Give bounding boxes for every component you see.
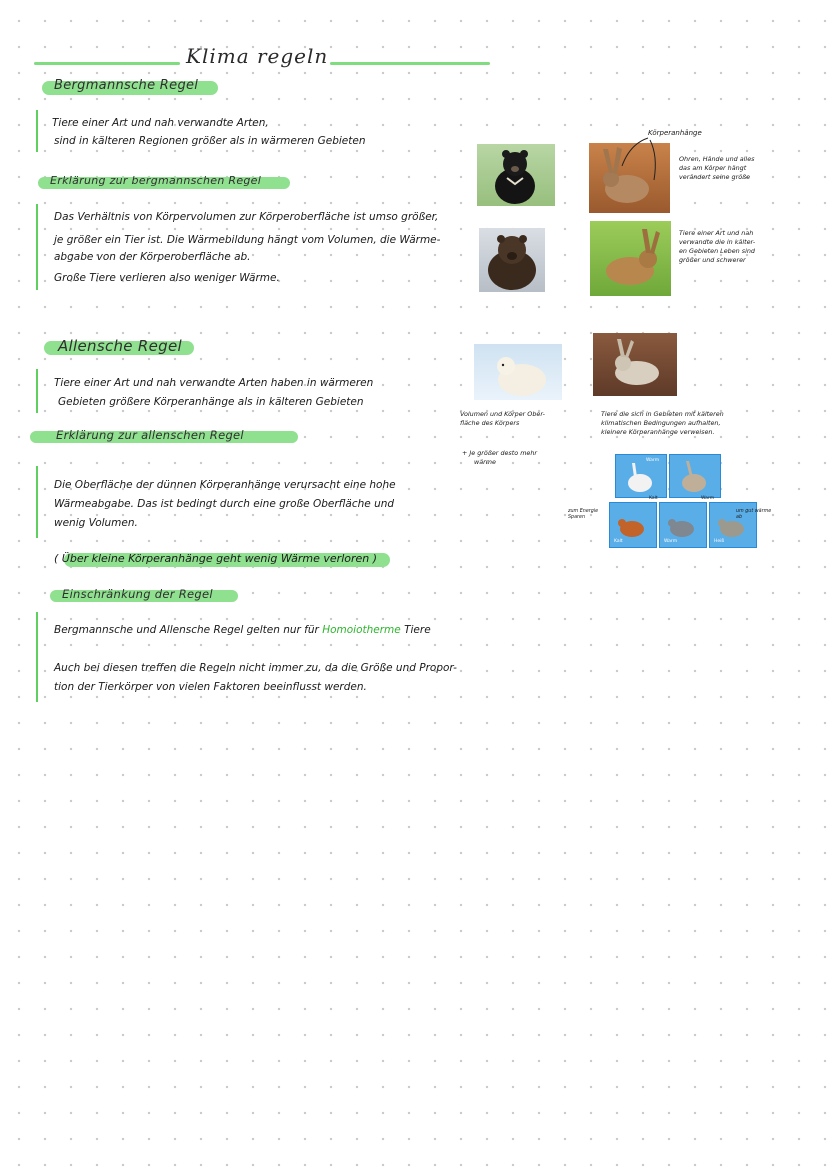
side-note-2 xyxy=(679,229,755,265)
side-note-line: um gut wärme xyxy=(736,509,772,514)
side-note-line: klimatischen Bedingungen aufhalten, xyxy=(601,419,721,427)
grid-label: Kalt xyxy=(649,496,658,501)
grid-cell xyxy=(669,454,721,498)
side-note-line: Tiere die sich in Gebieten mit kälteren xyxy=(601,410,724,418)
allen-rule-bar xyxy=(36,369,38,413)
arrow-annotation xyxy=(610,136,670,186)
side-note-line: Sparen xyxy=(568,515,585,520)
side-note-3 xyxy=(460,410,545,428)
allen-explain-bar xyxy=(36,466,38,538)
grid-label: Heiß xyxy=(714,539,725,544)
allen-explain-line: Wärmeabgabe. Das ist bedingt durch eine große Oberfläche und xyxy=(54,498,395,510)
side-note-line: ab xyxy=(736,515,742,520)
side-note-line: größer und schwerer xyxy=(679,256,746,264)
grid-cell xyxy=(615,454,667,498)
side-note-4 xyxy=(462,449,537,467)
side-note-line: + Je größer desto mehr xyxy=(462,449,538,457)
restriction-heading: Einschränkung der Regel xyxy=(62,587,213,601)
allen-rule-line: Gebieten größere Körperanhänge als in kälteren Gebieten xyxy=(58,396,364,408)
side-note-1 xyxy=(679,155,754,182)
side-note-line: kleinere Körperanhänge verweisen. xyxy=(601,428,715,436)
restriction-line1-post: Tiere xyxy=(404,624,431,636)
side-note-line: Volumen und Körper Ober- xyxy=(460,410,545,418)
allen-explain-line: Die Oberfläche der dünnen Körperanhänge verursacht eine hohe xyxy=(54,479,396,491)
koerperanhaenge-label: Körperanhänge xyxy=(648,129,702,137)
restriction-line2: tion der Tierkörper von vielen Faktoren beeinflusst werden. xyxy=(54,681,367,693)
bergmann-explain-line: Große Tiere verlieren also weniger Wärme. xyxy=(54,272,280,284)
grid-cell xyxy=(609,502,657,548)
page-title: Klima regeln xyxy=(186,44,329,68)
side-note-line: wärme xyxy=(474,458,496,466)
allen-heading: Allensche Regel xyxy=(58,337,182,355)
restriction-line2: Auch bei diesen treffen die Regeln nicht immer zu, da die Größe und Propor- xyxy=(54,662,457,674)
hare-rock-photo xyxy=(593,333,677,396)
restriction-line1 xyxy=(54,623,431,638)
bergmann-rule-bar xyxy=(36,110,38,152)
title-underline-left xyxy=(34,62,180,65)
homoiotherme-term: Homoiotherme xyxy=(322,624,401,636)
side-note-line: das am Körper hängt xyxy=(679,164,747,172)
bergmann-explain-line: Das Verhältnis von Körpervolumen zur Körperoberfläche ist umso größer, xyxy=(54,211,439,223)
restriction-bar xyxy=(36,612,38,702)
animal-comparison-grid xyxy=(609,454,761,548)
title-underline-right xyxy=(330,62,490,65)
bergmann-rule-line: sind in kälteren Regionen größer als in wärmeren Gebieten xyxy=(54,135,366,147)
grid-label: Kalt xyxy=(614,539,623,544)
brown-bear-photo xyxy=(479,228,545,292)
bergmann-explain-bar xyxy=(36,204,38,290)
allen-explain-heading: Erklärung zur allenschen Regel xyxy=(56,428,244,442)
bergmann-explain-heading: Erklärung zur bergmannschen Regel xyxy=(50,174,262,187)
side-note-line: verändert seine größe xyxy=(679,173,751,181)
allen-rule-line: Tiere einer Art und nah verwandte Arten haben in wärmeren xyxy=(54,377,374,389)
heat-note xyxy=(736,509,771,521)
bergmann-heading: Bergmannsche Regel xyxy=(54,78,199,93)
side-note-line: Ohren, Hände und alles xyxy=(679,155,755,163)
bergmann-explain-line: abgabe von der Körperoberfläche ab. xyxy=(54,251,251,263)
black-bear-photo xyxy=(477,144,555,206)
allen-explain-line: wenig Volumen. xyxy=(54,517,138,529)
grid-label: Warm xyxy=(701,496,715,501)
side-note-line: en Gebieten Leben sind xyxy=(679,247,755,255)
bergmann-explain-line: je größer ein Tier ist. Die Wärmebildung hängt vom Volumen, die Wärme- xyxy=(54,234,441,246)
allen-note: ( Über kleine Körperanhänge geht wenig Wärme verloren ) xyxy=(54,552,378,565)
side-note-line: zum Energie xyxy=(568,509,599,514)
side-note-line: Tiere einer Art und nah xyxy=(679,229,754,237)
grid-cell xyxy=(659,502,707,548)
bergmann-rule-line: Tiere einer Art und nah verwandte Arten, xyxy=(52,117,269,129)
energy-note xyxy=(568,509,598,521)
polar-bear-photo xyxy=(474,344,562,400)
side-note-5 xyxy=(601,410,724,437)
grid-label: Warm xyxy=(646,458,660,463)
grid-label: Warm xyxy=(664,539,678,544)
side-note-line: fläche des Körpers xyxy=(460,419,520,427)
hare-field-photo xyxy=(590,221,671,296)
side-note-line: verwandte die in kälter- xyxy=(679,238,756,246)
restriction-line1-pre: Bergmannsche und Allensche Regel gelten nur für xyxy=(54,624,319,636)
